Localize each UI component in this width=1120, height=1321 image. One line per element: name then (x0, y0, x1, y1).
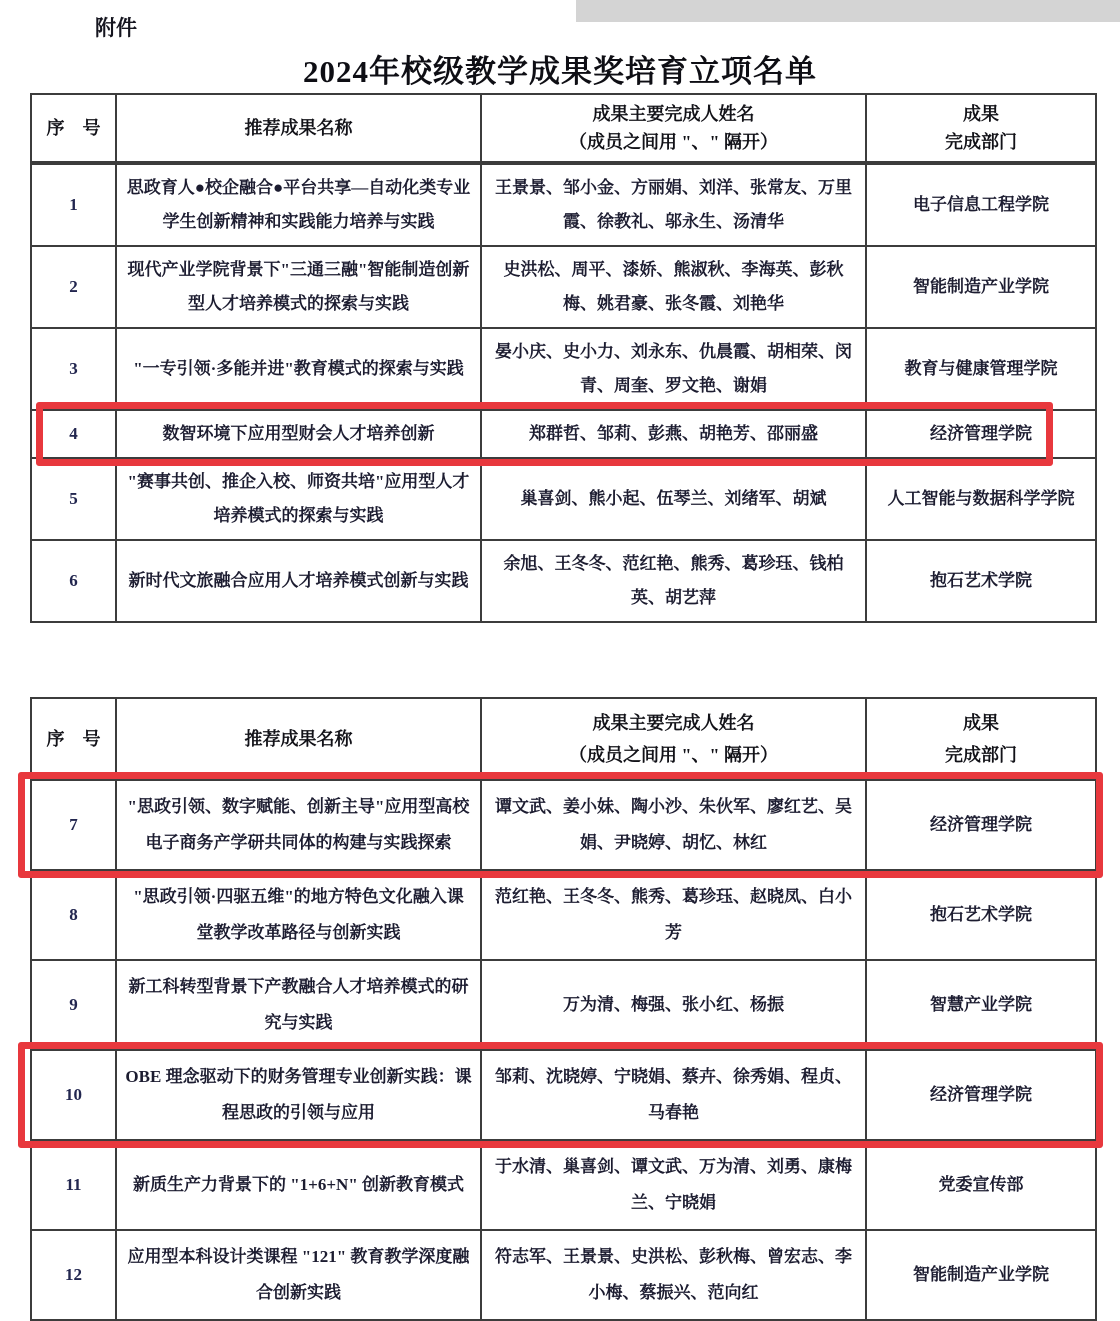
page-title: 2024年校级教学成果奖培育立项名单 (303, 54, 817, 89)
col-header-people-line1: 成果主要完成人姓名 (592, 104, 755, 124)
row-completers: 符志军、王景景、史洪松、彭秋梅、曾宏志、李小梅、蔡振兴、范向红 (481, 1230, 866, 1320)
row-department: 人工智能与数据科学学院 (866, 458, 1096, 540)
row-department: 智能制造产业学院 (866, 246, 1096, 328)
col-header-dept-line2: 完成部门 (945, 132, 1017, 152)
row-number: 4 (31, 410, 116, 458)
table-row (31, 410, 1096, 458)
row-completers: 万为清、梅强、张小红、杨振 (481, 960, 866, 1050)
row-number: 3 (31, 328, 116, 410)
row-achievement-name: 新工科转型背景下产教融合人才培养模式的研究与实践 (116, 960, 481, 1050)
row-department: 电子信息工程学院 (866, 163, 1096, 246)
table-row (31, 780, 1096, 870)
row-department: 智能制造产业学院 (866, 1230, 1096, 1320)
table-row (31, 1050, 1096, 1140)
row-completers: 谭文武、姜小妹、陶小沙、朱伙军、廖红艺、吴娟、尹晓婷、胡忆、林红 (481, 780, 866, 870)
header-row (31, 698, 1096, 780)
row-achievement-name: "一专引领·多能并进"教育模式的探索与实践 (116, 328, 481, 410)
table-row (31, 458, 1096, 540)
col-header-people-line2: （成员之间用 "、" 隔开） (569, 132, 778, 152)
row-department: 抱石艺术学院 (866, 870, 1096, 960)
row-number: 11 (31, 1140, 116, 1230)
row-department: 教育与健康管理学院 (866, 328, 1096, 410)
row-number: 8 (31, 870, 116, 960)
row-department: 党委宣传部 (866, 1140, 1096, 1230)
row-number: 10 (31, 1050, 116, 1140)
row-completers: 史洪松、周平、漆娇、熊淑秋、李海英、彭秋梅、姚君豪、张冬霞、刘艳华 (481, 246, 866, 328)
col-header-people (481, 698, 866, 780)
row-department: 经济管理学院 (866, 780, 1096, 870)
col-header-name: 推荐成果名称 (116, 698, 481, 780)
row-achievement-name: OBE 理念驱动下的财务管理专业创新实践：课程思政的引领与应用 (116, 1050, 481, 1140)
row-achievement-name: 思政育人●校企融合●平台共享—自动化类专业学生创新精神和实践能力培养与实践 (116, 163, 481, 246)
row-achievement-name: "思政引领、数字赋能、创新主导"应用型高校电子商务产学研共同体的构建与实践探索 (116, 780, 481, 870)
table-row (31, 960, 1096, 1050)
row-department: 经济管理学院 (866, 1050, 1096, 1140)
col-header-dept (866, 94, 1096, 163)
col-header-name: 推荐成果名称 (116, 94, 481, 163)
row-number: 12 (31, 1230, 116, 1320)
projects-table-2 (30, 697, 1097, 1321)
row-achievement-name: 数智环境下应用型财会人才培养创新 (116, 410, 481, 458)
row-department: 抱石艺术学院 (866, 540, 1096, 622)
row-department: 经济管理学院 (866, 410, 1096, 458)
row-achievement-name: "思政引领·四驱五维"的地方特色文化融入课堂教学改革路径与创新实践 (116, 870, 481, 960)
table-row (31, 1230, 1096, 1320)
row-completers: 余旭、王冬冬、范红艳、熊秀、葛珍珏、钱柏英、胡艺萍 (481, 540, 866, 622)
table-row (31, 870, 1096, 960)
table-row (31, 328, 1096, 410)
row-number: 9 (31, 960, 116, 1050)
row-achievement-name: "赛事共创、推企入校、师资共培"应用型人才培养模式的探索与实践 (116, 458, 481, 540)
table-row (31, 540, 1096, 622)
row-number: 5 (31, 458, 116, 540)
col-header-dept-line1: 成果 (963, 104, 999, 124)
row-completers: 巢喜剑、熊小起、伍琴兰、刘绪军、胡斌 (481, 458, 866, 540)
row-completers: 范红艳、王冬冬、熊秀、葛珍珏、赵晓凤、白小芳 (481, 870, 866, 960)
row-completers: 于水清、巢喜剑、谭文武、万为清、刘勇、康梅兰、宁晓娟 (481, 1140, 866, 1230)
col-header-no: 序 号 (31, 94, 116, 163)
row-completers: 郑群哲、邹莉、彭燕、胡艳芳、邵丽盛 (481, 410, 866, 458)
row-number: 6 (31, 540, 116, 622)
table-row (31, 246, 1096, 328)
row-department: 智慧产业学院 (866, 960, 1096, 1050)
attachment-label: 附件 (95, 16, 137, 40)
table-row (31, 1140, 1096, 1230)
col-header-people-line1: 成果主要完成人姓名 (592, 713, 755, 733)
header-row (31, 94, 1096, 163)
row-number: 1 (31, 163, 116, 246)
row-achievement-name: 现代产业学院背景下"三通三融"智能制造创新型人才培养模式的探索与实践 (116, 246, 481, 328)
scan-artifact-bar (576, 0, 1120, 22)
table-row (31, 163, 1096, 246)
row-completers: 邹莉、沈晓婷、宁晓娟、蔡卉、徐秀娟、程贞、马春艳 (481, 1050, 866, 1140)
col-header-dept-line2: 完成部门 (945, 745, 1017, 765)
row-achievement-name: 新时代文旅融合应用人才培养模式创新与实践 (116, 540, 481, 622)
row-completers: 王景景、邹小金、方丽娟、刘洋、张常友、万里霞、徐教礼、邬永生、汤清华 (481, 163, 866, 246)
row-completers: 晏小庆、史小力、刘永东、仇晨霞、胡相荣、闵青、周奎、罗文艳、谢娟 (481, 328, 866, 410)
col-header-dept (866, 698, 1096, 780)
row-number: 7 (31, 780, 116, 870)
row-achievement-name: 新质生产力背景下的 "1+6+N" 创新教育模式 (116, 1140, 481, 1230)
col-header-people-line2: （成员之间用 "、" 隔开） (569, 745, 778, 765)
row-number: 2 (31, 246, 116, 328)
col-header-people (481, 94, 866, 163)
projects-table-1 (30, 93, 1097, 623)
row-achievement-name: 应用型本科设计类课程 "121" 教育教学深度融合创新实践 (116, 1230, 481, 1320)
col-header-no: 序 号 (31, 698, 116, 780)
col-header-dept-line1: 成果 (963, 713, 999, 733)
